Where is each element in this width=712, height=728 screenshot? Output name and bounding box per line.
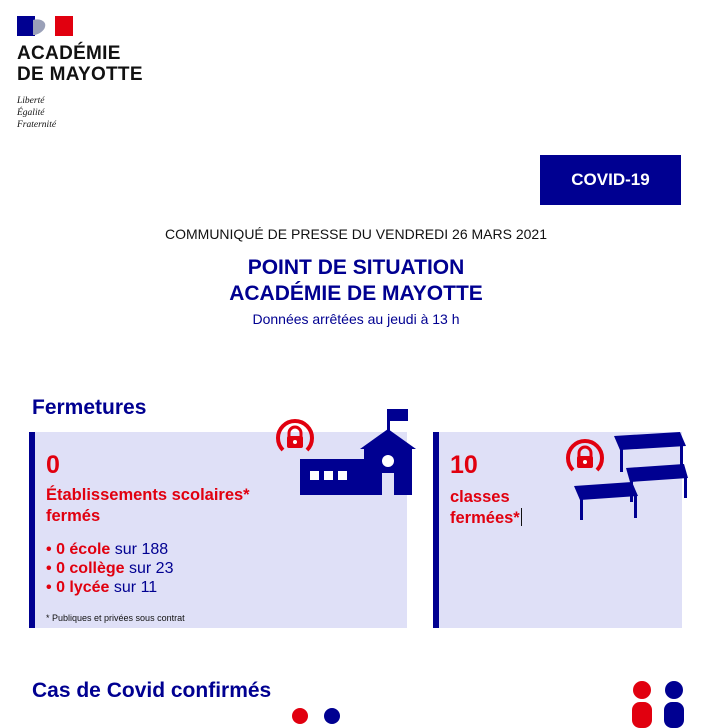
classes-label-line-2-text: fermées* <box>450 509 520 527</box>
establishments-count: 0 <box>46 451 60 479</box>
item-total: sur 188 <box>114 541 169 558</box>
section-heading-fermetures: Fermetures <box>32 396 147 419</box>
list-item <box>46 578 173 597</box>
classes-label <box>450 487 522 529</box>
title-line-2: ACADÉMIE DE MAYOTTE <box>229 282 483 305</box>
title-line-1: POINT DE SITUATION <box>247 256 465 279</box>
establishments-label-line-1: Établissements scolaires* <box>46 486 250 504</box>
item-total: sur 23 <box>129 560 174 577</box>
item-value: 0 école <box>56 541 111 558</box>
classes-label-line-2 <box>450 508 522 529</box>
footnote: * Publiques et privées sous contrat <box>46 613 185 623</box>
classes-label-line-1: classes <box>450 488 510 506</box>
establishments-list <box>46 540 173 597</box>
text-cursor <box>521 508 523 526</box>
motto-fraternite: Fraternité <box>17 120 57 130</box>
brand-line-1: ACADÉMIE <box>17 43 121 64</box>
people-icon <box>624 680 694 728</box>
list-bullet: • <box>46 579 52 596</box>
card-accent-bar <box>29 432 35 628</box>
republic-motto <box>17 95 56 131</box>
list-bullet: • <box>46 541 52 558</box>
data-date-subtitle: Données arrêtées au jeudi à 13 h <box>252 311 460 327</box>
people-icon <box>288 706 348 728</box>
padlock-icon <box>564 437 606 479</box>
list-item <box>46 540 173 559</box>
brand-line-2: DE MAYOTTE <box>17 64 143 85</box>
padlock-icon <box>274 417 316 459</box>
academy-name <box>17 43 143 85</box>
item-value: 0 collège <box>56 560 125 577</box>
list-bullet: • <box>46 560 52 577</box>
motto-liberte: Liberté <box>17 96 45 106</box>
motto-egalite: Égalité <box>17 108 45 118</box>
item-total: sur 11 <box>113 579 158 596</box>
card-accent-bar <box>433 432 439 628</box>
item-value: 0 lycée <box>56 579 110 596</box>
covid-badge: COVID-19 <box>540 155 681 205</box>
section-heading-covid-cases: Cas de Covid confirmés <box>32 679 272 702</box>
establishments-label <box>46 485 250 527</box>
list-item <box>46 559 173 578</box>
page-title <box>0 255 712 307</box>
classes-count: 10 <box>450 451 478 479</box>
press-release-date: COMMUNIQUÉ DE PRESSE DU VENDREDI 26 MARS 2021 <box>165 226 547 242</box>
marianne-flag-icon <box>17 16 73 36</box>
establishments-label-line-2: fermés <box>46 507 101 525</box>
